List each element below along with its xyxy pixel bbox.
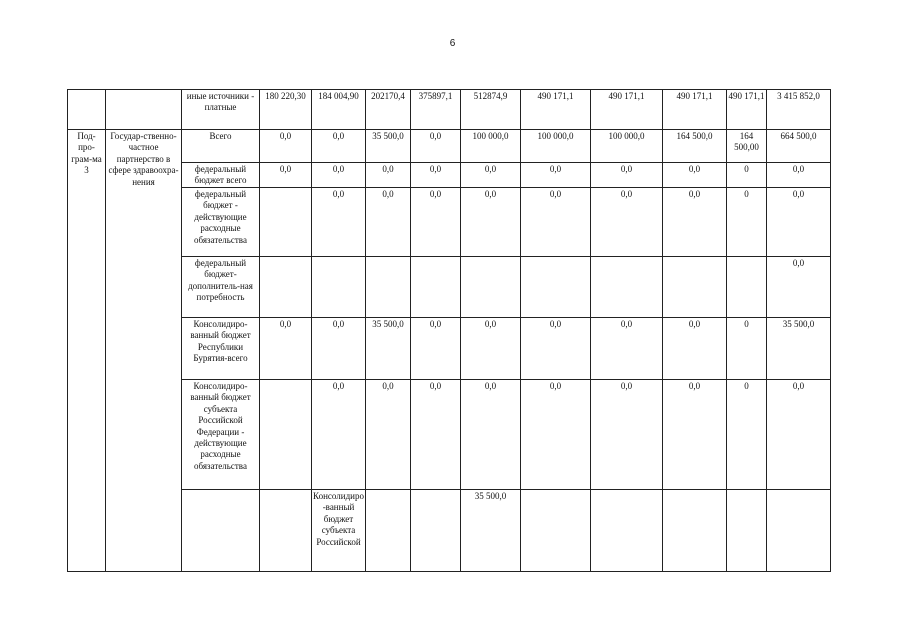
value-cell: 0,0 bbox=[591, 318, 663, 380]
value-cell: 490 171,1 bbox=[591, 90, 663, 130]
value-cell: 180 220,30 bbox=[260, 90, 312, 130]
value-cell: 0,0 bbox=[767, 257, 831, 318]
value-cell: 100 000,0 bbox=[521, 130, 591, 163]
value-cell: 0,0 bbox=[411, 163, 461, 188]
value-cell bbox=[312, 257, 366, 318]
value-cell bbox=[767, 490, 831, 572]
value-cell: 0,0 bbox=[312, 130, 366, 163]
value-cell: 490 171,1 bbox=[663, 90, 727, 130]
value-cell: 0,0 bbox=[411, 130, 461, 163]
value-cell: 0,0 bbox=[461, 380, 521, 490]
value-cell bbox=[727, 257, 767, 318]
value-cell bbox=[461, 257, 521, 318]
value-cell bbox=[521, 490, 591, 572]
value-cell bbox=[521, 257, 591, 318]
value-cell: 0,0 bbox=[521, 163, 591, 188]
value-cell: 0,0 bbox=[461, 163, 521, 188]
source-cell: федеральный бюджет-дополнитель-ная потребность bbox=[182, 257, 260, 318]
source-cell: федеральный бюджет - действующие расходные обязательства bbox=[182, 188, 260, 257]
value-cell bbox=[591, 257, 663, 318]
source-cell: Консолидиро-ванный бюджет Республики Бурятия-всего bbox=[182, 318, 260, 380]
value-cell: 0,0 bbox=[260, 163, 312, 188]
value-cell: 375897,1 bbox=[411, 90, 461, 130]
value-cell: 0 bbox=[727, 188, 767, 257]
value-cell: 0,0 bbox=[663, 318, 727, 380]
value-cell: 0,0 bbox=[312, 188, 366, 257]
value-cell: 100 000,0 bbox=[591, 130, 663, 163]
value-cell bbox=[366, 257, 411, 318]
value-cell: 0,0 bbox=[366, 188, 411, 257]
value-cell: 0,0 bbox=[366, 380, 411, 490]
value-cell: 0,0 bbox=[461, 188, 521, 257]
value-cell: 100 000,0 bbox=[461, 130, 521, 163]
value-cell: 0,0 bbox=[663, 188, 727, 257]
value-cell: 0,0 bbox=[663, 380, 727, 490]
source-cell: федеральный бюджет всего bbox=[182, 163, 260, 188]
value-cell bbox=[591, 490, 663, 572]
value-cell: 0,0 bbox=[260, 130, 312, 163]
value-cell: 0,0 bbox=[521, 318, 591, 380]
page-number: 6 bbox=[449, 38, 456, 49]
value-cell: 0,0 bbox=[663, 163, 727, 188]
value-cell bbox=[663, 257, 727, 318]
value-cell: 35 500,0 bbox=[461, 490, 521, 572]
value-cell bbox=[260, 188, 312, 257]
value-cell: 3 415 852,0 bbox=[767, 90, 831, 130]
value-cell: 0,0 bbox=[521, 188, 591, 257]
value-cell: 0 bbox=[727, 318, 767, 380]
subprogram-code: Под-про-грам-ма 3 bbox=[68, 130, 106, 572]
value-cell: 0,0 bbox=[591, 188, 663, 257]
table-row bbox=[68, 163, 831, 188]
table-row bbox=[68, 318, 831, 380]
value-cell: 0,0 bbox=[461, 318, 521, 380]
value-cell: 664 500,0 bbox=[767, 130, 831, 163]
source-cell: Всего bbox=[182, 130, 260, 163]
value-cell: 0,0 bbox=[411, 380, 461, 490]
value-cell bbox=[260, 380, 312, 490]
subprogram-name-cell bbox=[106, 90, 182, 130]
value-cell: 0 bbox=[727, 163, 767, 188]
value-cell: 202170,4 bbox=[366, 90, 411, 130]
table-row bbox=[68, 380, 831, 490]
value-cell: 0,0 bbox=[260, 318, 312, 380]
value-cell bbox=[663, 490, 727, 572]
value-cell bbox=[411, 257, 461, 318]
value-cell: 0,0 bbox=[366, 163, 411, 188]
source-cell: Консолидиро-ванный бюджет субъекта Российской Федерации - действующие расходные обязательства bbox=[182, 380, 260, 490]
value-cell: 35 500,0 bbox=[366, 318, 411, 380]
value-cell bbox=[411, 490, 461, 572]
source-cell: Консолидиро-ванный бюджет субъекта Российской bbox=[312, 490, 366, 572]
value-cell: 0,0 bbox=[591, 380, 663, 490]
value-cell: 490 171,1 bbox=[727, 90, 767, 130]
budget-table bbox=[67, 89, 831, 572]
subprogram-name-cell bbox=[260, 490, 312, 572]
table-row bbox=[68, 90, 831, 130]
table-row bbox=[68, 257, 831, 318]
subprogram-name: Государ-ственно-частное партнерство в сфере здравоохра-нения bbox=[106, 130, 182, 572]
value-cell: 184 004,90 bbox=[312, 90, 366, 130]
value-cell: 164 500,0 bbox=[663, 130, 727, 163]
value-cell: 164 500,00 bbox=[727, 130, 767, 163]
value-cell: 0,0 bbox=[411, 188, 461, 257]
subprogram-code-cell bbox=[68, 90, 106, 130]
value-cell bbox=[260, 257, 312, 318]
value-cell: 0,0 bbox=[312, 163, 366, 188]
value-cell: 35 500,0 bbox=[767, 318, 831, 380]
value-cell bbox=[366, 490, 411, 572]
value-cell: 0,0 bbox=[312, 380, 366, 490]
table-row bbox=[68, 130, 831, 163]
value-cell: 0,0 bbox=[591, 163, 663, 188]
value-cell: 0,0 bbox=[767, 380, 831, 490]
value-cell: 0 bbox=[727, 380, 767, 490]
table-row bbox=[68, 188, 831, 257]
value-cell: 0,0 bbox=[767, 163, 831, 188]
value-cell: 0,0 bbox=[312, 318, 366, 380]
value-cell: 0,0 bbox=[767, 188, 831, 257]
value-cell: 490 171,1 bbox=[521, 90, 591, 130]
value-cell: 512874,9 bbox=[461, 90, 521, 130]
table-row bbox=[68, 490, 831, 572]
subprogram-code-cell bbox=[182, 490, 260, 572]
value-cell bbox=[727, 490, 767, 572]
value-cell: 0,0 bbox=[411, 318, 461, 380]
value-cell: 0,0 bbox=[521, 380, 591, 490]
value-cell: 35 500,0 bbox=[366, 130, 411, 163]
source-cell: иные источники - платные bbox=[182, 90, 260, 130]
